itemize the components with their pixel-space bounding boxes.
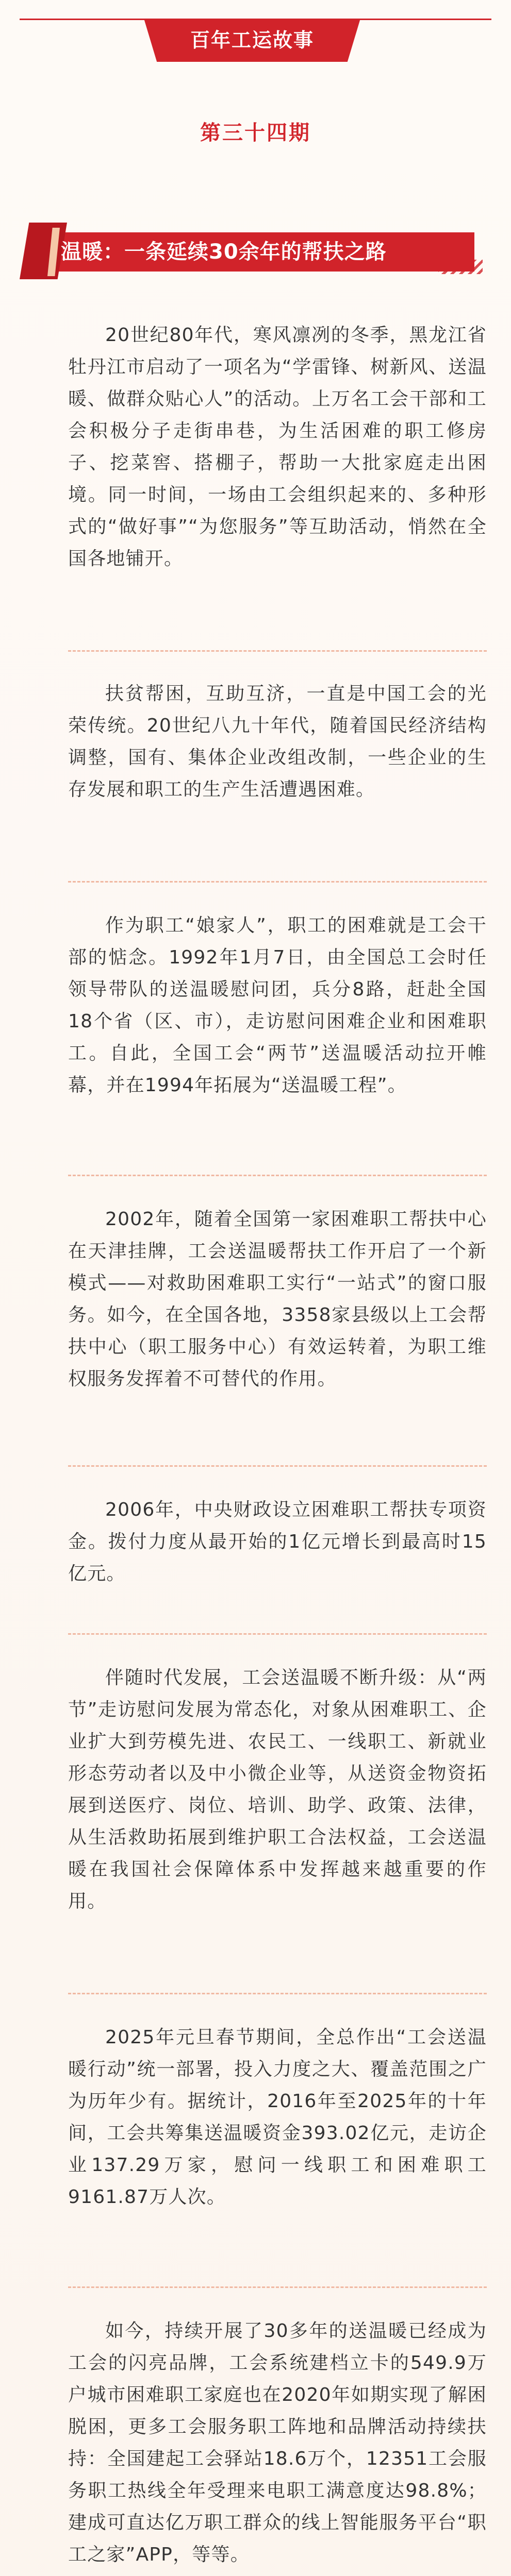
series-title: 百年工运故事	[190, 29, 314, 52]
paragraph-2: 扶贫帮困，互助互济，一直是中国工会的光荣传统。20世纪八九十年代，随着国民经济结构调整，国有、集体企业改组改制，一些企业的生存发展和职工的生产生活遭遇困难。	[68, 683, 487, 800]
paragraph-6: 伴随时代发展，工会送温暖不断升级：从“两节”走访慰问发展为常态化，对象从困难职工、企业扩大到劳模先进、农民工、一线职工、新就业形态劳动者以及中小微企业等，从送资金物资拓展到送医疗、岗位、培训、助学、政策、法律，从生活救助拓展到维护职工合法权益，工会送温暖在我国社会保障体系中发挥越来越重要的作用。	[68, 1667, 487, 1912]
paragraph-divider	[68, 881, 487, 883]
paragraph-7: 2025年元旦春节期间，全总作出“工会送温暖行动”统一部署，投入力度之大、覆盖范围之广为历年少有。据统计，2016年至2025年的十年间，工会共筹集送温暖资金393.02亿元，走访企业137.29万家，慰问一线职工和困难职工9161.87万人次。	[68, 2027, 487, 2208]
paragraph-3: 作为职工“娘家人”，职工的困难就是工会干部的惦念。1992年1月7日，由全国总工会时任领导带队的送温暖慰问团，兵分8路，赶赴全国18个省（区、市），走访慰问困难企业和困难职工。自此，全国工会“两节”送温暖活动拉开帷幕，并在1994年拓展为“送温暖工程”。	[68, 915, 487, 1096]
paragraph-divider	[68, 2286, 487, 2288]
paragraph-8: 如今，持续开展了30多年的送温暖已经成为工会的闪亮品牌，工会系统建档立卡的549.9万户城市困难职工家庭也在2020年如期实现了解困脱困，更多工会服务职工阵地和品牌活动持续扶持：全国建起工会驿站18.6万个，12351工会服务职工热线全年受理来电职工满意度达98.8%；建成可直达亿万职工群众的线上智能服务平台“职工之家”APP，等等。	[68, 2320, 487, 2565]
paragraph-5: 2006年，中央财政设立困难职工帮扶专项资金。拨付力度从最开始的1亿元增长到最高时15亿元。	[68, 1499, 487, 1584]
paragraph-1: 20世纪80年代，寒风凛冽的冬季，黑龙江省牡丹江市启动了一项名为“学雷锋、树新风、送温暖、做群众贴心人”的活动。上万名工会干部和工会积极分子走街串巷，为生活困难的职工修房子、挖菜窖、搭棚子，帮助一大批家庭走出困境。同一时间，一场由工会组织起来的、多种形式的“做好事”“为您服务”等互助活动，悄然在全国各地铺开。	[68, 325, 487, 569]
paragraph-divider	[68, 1465, 487, 1467]
article-title: 温暖：一条延续30余年的帮扶之路	[61, 240, 387, 264]
paragraph-divider	[68, 650, 487, 652]
paragraph-divider	[68, 1175, 487, 1176]
issue-label: 第三十四期	[200, 121, 311, 145]
paragraph-divider	[68, 1633, 487, 1635]
paragraph-divider	[68, 1993, 487, 1994]
article-title-block	[20, 223, 491, 279]
paragraph-4: 2002年，随着全国第一家困难职工帮扶中心在天津挂牌，工会送温暖帮扶工作开启了一个新模式——对救助困难职工实行“一站式”的窗口服务。如今，在全国各地，3358家县级以上工会帮扶中心（职工服务中心）有效运转着，为职工维权服务发挥着不可替代的作用。	[68, 1209, 487, 1389]
